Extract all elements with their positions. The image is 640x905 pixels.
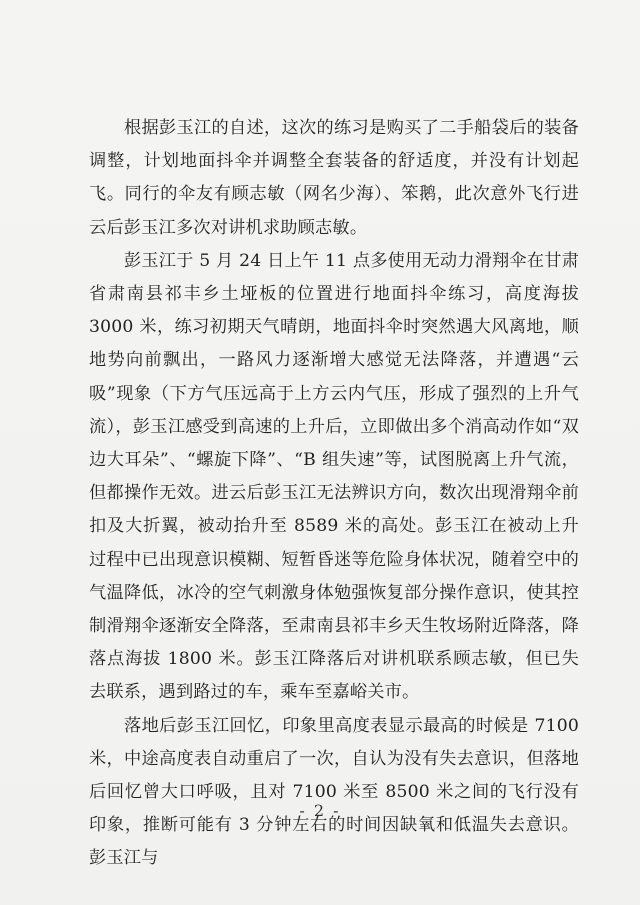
page-number: - 2 - xyxy=(299,801,341,820)
paragraph-recollection: 落地后彭玉江回忆，印象里高度表显示最高的时候是 7100 米，中途高度表自动重启了一次，自认为没有失去意识，但落地后回忆曾大口呼吸，且对 7100 米至 8500 米之间的飞行没有印象，推断可能有 3 分钟左右的时间因缺氧和低温失去意识。彭玉江与 xyxy=(89,715,579,869)
paragraph-self-account: 根据彭玉江的自述，这次的练习是购买了二手船袋后的装备调整，计划地面抖伞并调整全套装备的舒适度，并没有计划起飞。同行的伞友有顾志敏（网名少海）、笨鹅，此次意外飞行进云后彭玉江多次对讲机求助顾志敏。 xyxy=(89,118,579,238)
document-body xyxy=(89,112,579,876)
paragraph-incident-details: 彭玉江于 5 月 24 日上午 11 点多使用无动力滑翔伞在甘肃省肃南县祁丰乡土垭板的位置进行地面抖伞练习，高度海拔 3000 米，练习初期天气晴朗，地面抖伞时突然遇大风离地，顺地势向前飘出，一路风力逐渐增大感觉无法降落，并遭遇“云吸”现象（下方气压远高于上方云内气压，形成了强烈的上升气流），彭玉江感受到高速的上升后，立即做出多个消高动作如“双边大耳朵”、“螺旋下降”、“B 组失速”等，试图脱离上升气流，但都操作无效。进云后彭玉江无法辨识方向，数次出现滑翔伞前扣及大折翼，被动抬升至 8589 米的高处。彭玉江在被动上升过程中已出现意识模糊、短暂昏迷等危险身体状况，随着空中的气温降低，冰冷的空气刺激身体勉强恢复部分操作意识，使其控制滑翔伞逐渐安全降落，至肃南县祁丰乡天生牧场附近降落，降落点海拔 1800 米。彭玉江降落后对讲机联系顾志敏，但已失去联系，遇到路过的车，乘车至嘉峪关市。 xyxy=(89,250,579,703)
